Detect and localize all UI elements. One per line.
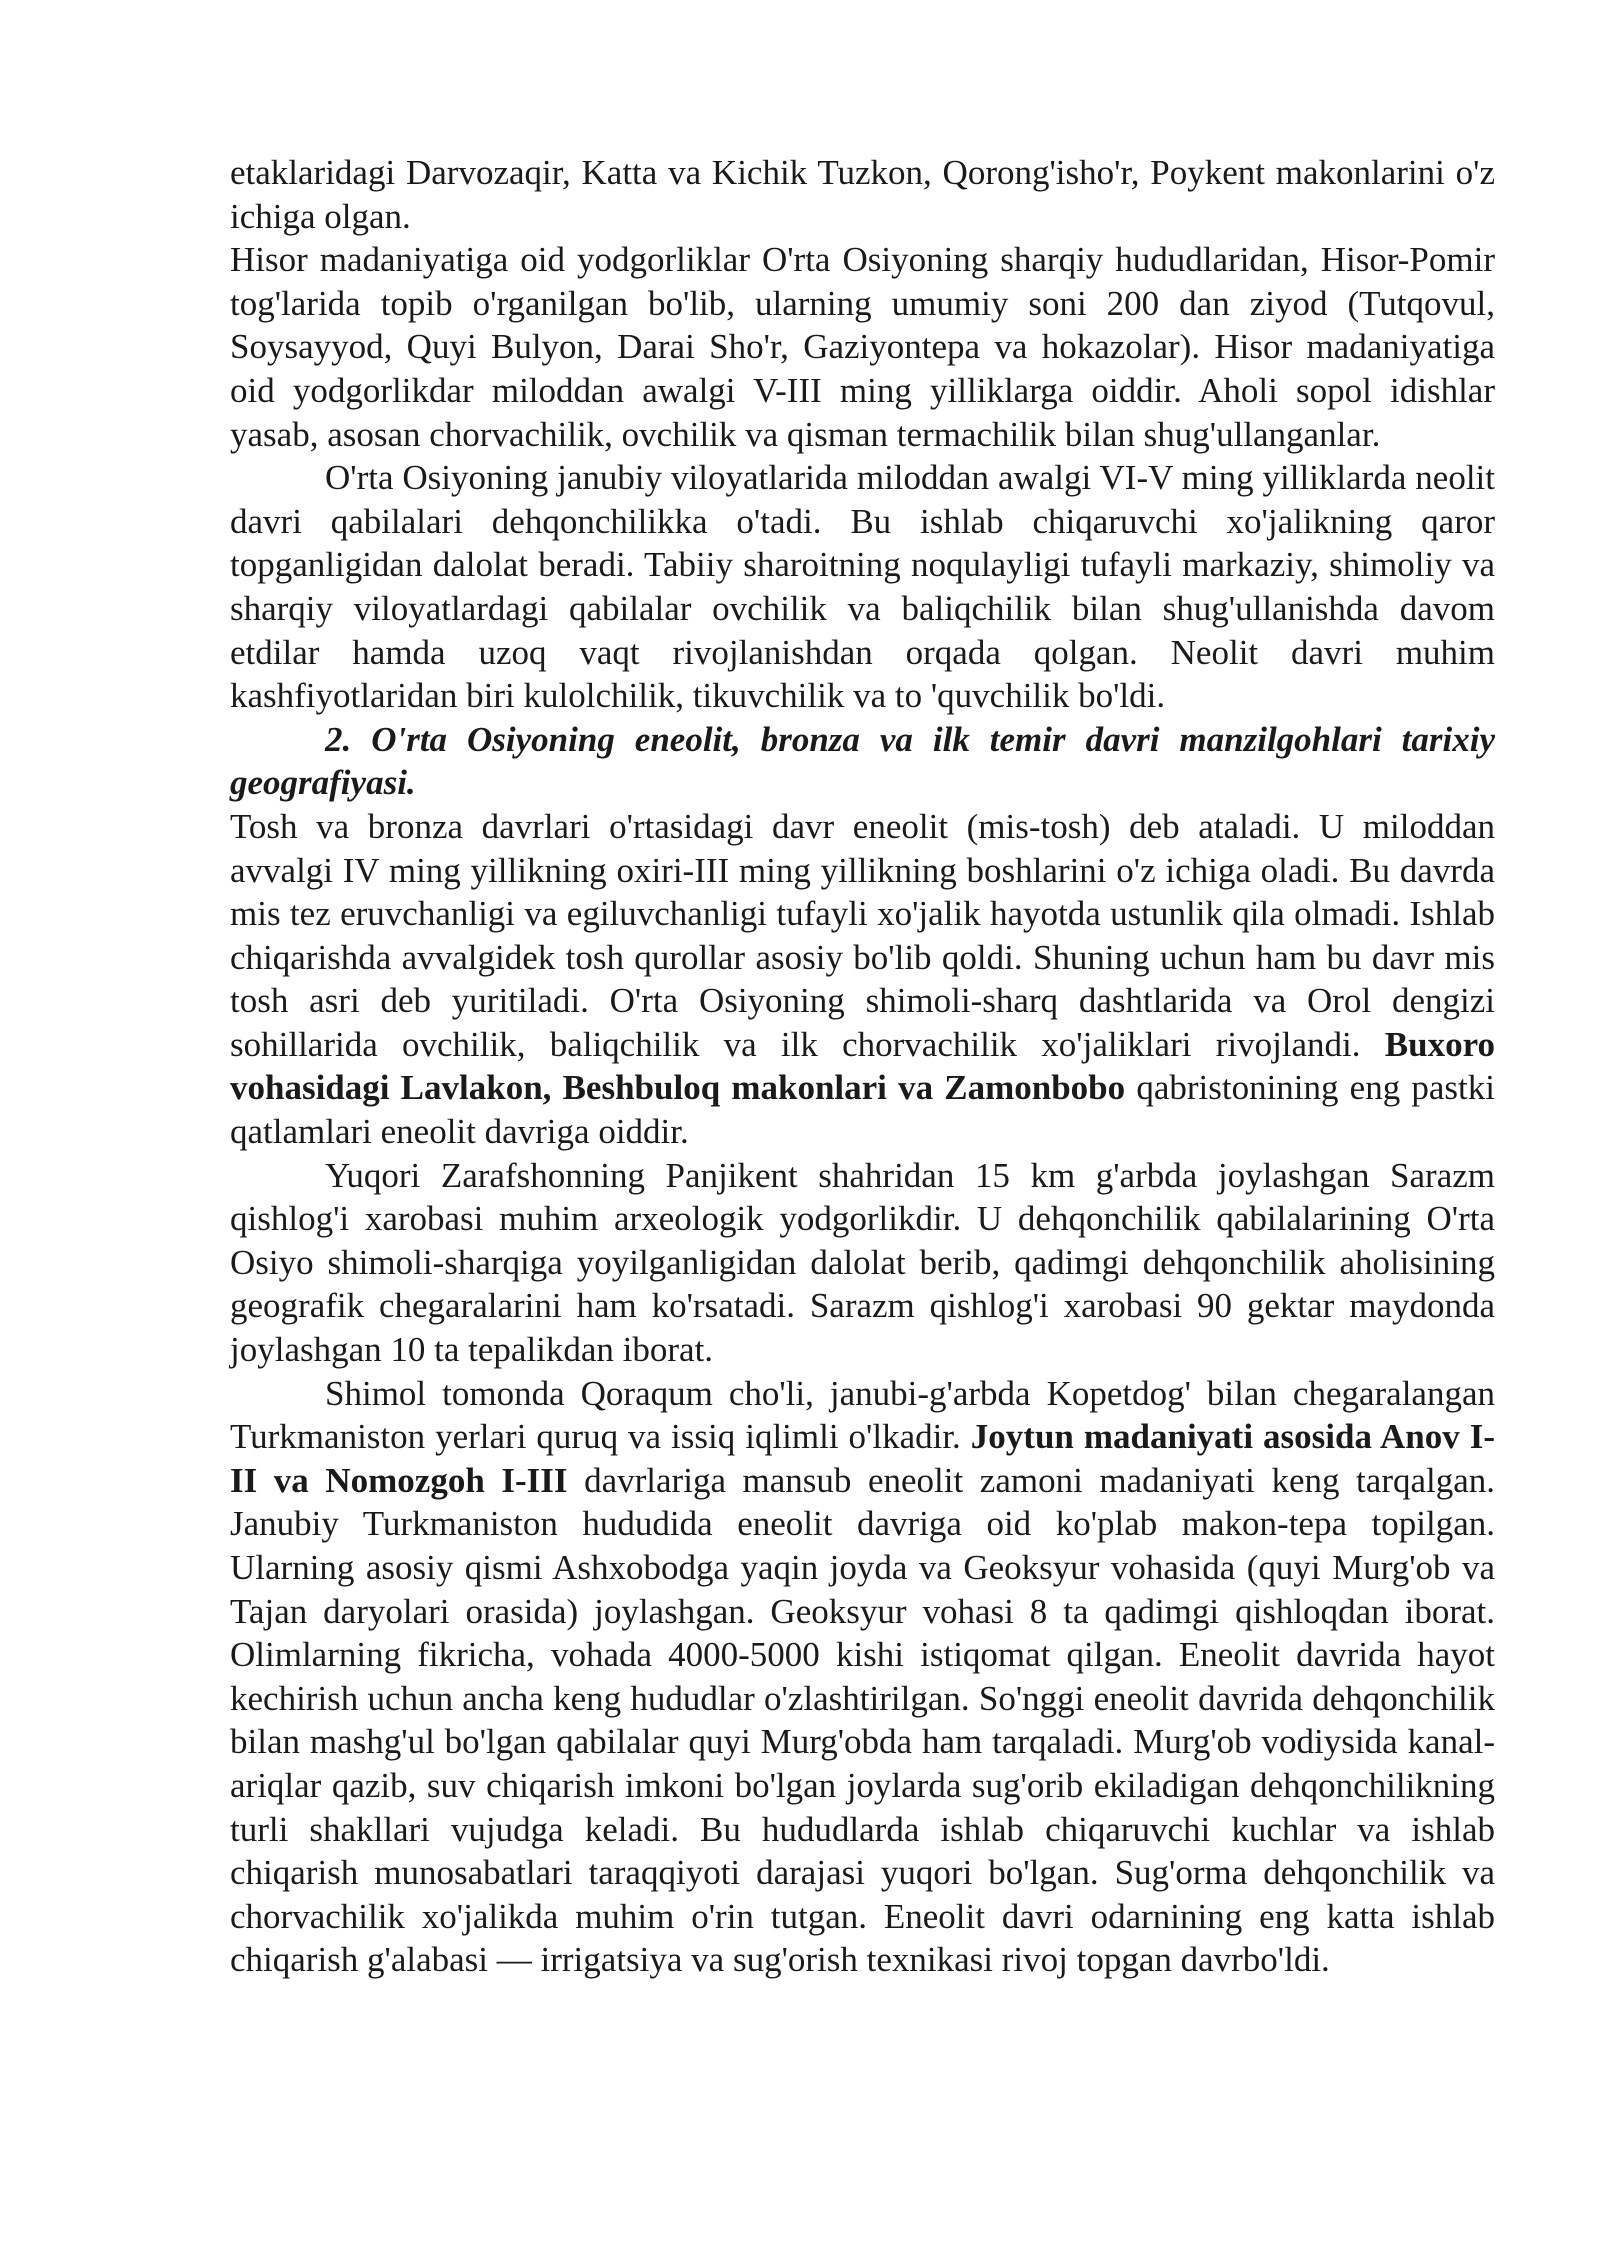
section-heading: 2. O'rta Osiyoning eneolit, bronza va ilk temir davri manzilgohlari tarixiy geografiyasi.: [230, 719, 1495, 803]
paragraph-5: Yuqori Zarafshonning Panjikent shahridan 15 km g'arbda joylashgan Sarazm qishlog'i xarobasi muhim arxeologik yodgorlikdir. U dehqonchilik qabilalarining O'rta Osiyo shimoli-sharqiga yoyilganligidan dalolat berib, qadimgi dehqonchilik aholisining geografik chegaralarini ham ko'rsatadi. Sarazm qishlog'i xarobasi 90 gektar maydonda joylashgan 10 ta tepalikdan iborat.: [230, 1155, 1495, 1370]
paragraph-6-text-end: davrlariga mansub eneolit zamoni madaniyati keng tarqalgan. Janubiy Turkmaniston hududida eneolit davriga oid ko'plab makon-tepa topilgan. Ularning asosiy qismi Ashxobodga yaqin joyda va Geoksyur vohasida (quyi Murg'ob va Tajan daryolari orasida) joylashgan. Geoksyur vohasi 8 ta qadimgi qishloqdan iborat. Olimlarning fikricha, vohada 4000-5000 kishi istiqomat qilgan. Eneolit davrida hayot kechirish uchun ancha keng hududlar o'zlashtirilgan. So'nggi eneolit davrida dehqonchilik bilan mashg'ul bo'lgan qabilalar quyi Murg'obda ham tarqaladi. Murg'ob vodiysida kanal-ariqlar qazib, suv chiqarish imkoni bo'lgan joylarda sug'orib ekiladigan dehqonchilikning turli shakllari vujudga keladi. Bu hududlarda ishlab chiqaruvchi kuchlar va ishlab chiqarish munosabatlari taraqqiyoti darajasi yuqori bo'lgan. Sug'orma dehqonchilik va chorvachilik xo'jalikda muhim o'rin tutgan. Eneolit davri odarnining eng katta ishlab chiqarish g'alabasi — irrigatsiya va sug'orish texnikasi rivoj topgan davrbo'ldi.: [230, 1460, 1496, 1980]
paragraph-4: [230, 805, 1495, 1154]
paragraph-6-bold-text: Joytun madaniyati asosida Anov I-II va Nomozgoh I-III: [230, 1417, 1495, 1500]
paragraph-1: etaklaridagi Darvozaqir, Katta va Kichik Tuzkon, Qorong'isho'r, Poykent makonlarini o'z ichiga olgan.: [230, 153, 1495, 236]
paragraph-4-text-start: Tosh va bronza davrlari o'rtasidagi davr eneolit (mis-tosh) deb ataladi. U miloddan avvalgi IV ming yillikning oxiri-III ming yillikning boshlarini o'z ichiga oladi. Bu davrda mis tez eruvchanligi va egiluvchanligi tufayli xo'jalik hayotda ustunlik qila olmadi. Ishlab chiqarishda avvalgidek tosh qurollar asosiy bo'lib qoldi. Shuning uchun ham bu davr mis tosh asri deb yuritiladi. O'rta Osiyoning shimoli-sharq dashtlarida va Orol dengizi sohillarida ovchilik, baliqchilik va ilk chorvachilik xo'jaliklari rivojlandi.: [230, 806, 1495, 1064]
paragraph-4-bold-text: Buxoro vohasidagi Lavlakon, Beshbuloq makonlari va Zamonbobo: [230, 1024, 1495, 1108]
paragraph-6: [230, 1372, 1495, 1982]
document-page: [230, 151, 1495, 1982]
paragraph-4-text-end: qabristonining eng pastki qatlamlari eneolit davriga oiddir.: [230, 1068, 1495, 1152]
paragraph-3: O'rta Osiyoning janubiy viloyatlarida miloddan awalgi VI-V ming yilliklarda neolit davri qabilalari dehqonchilikka o'tadi. Bu ishlab chiqaruvchi xo'jalikning qaror topganligidan dalolat beradi. Tabiiy sharoitning noqulayligi tufayli markaziy, shimoliy va sharqiy viloyatlardagi qabilalar ovchilik va baliqchilik bilan shug'ullanishda davom etdilar hamda uzoq vaqt rivojlanishdan orqada qolgan. Neolit davri muhim kashfiyotlaridan biri kulolchilik, tikuvchilik va to 'quvchilik bo'ldi.: [230, 458, 1495, 716]
paragraph-2: Hisor madaniyatiga oid yodgorliklar O'rta Osiyoning sharqiy hududlaridan, Hisor-Pomir tog'larida topib o'rganilgan bo'lib, ularning umumiy soni 200 dan ziyod (Tutqovul, Soysayyod, Quyi Bulyon, Darai Sho'r, Gaziyontepa va hokazolar). Hisor madaniyatiga oid yodgorlikdar miloddan awalgi V-III ming yilliklarga oiddir. Aholi sopol idishlar yasab, asosan chorvachilik, ovchilik va qisman termachilik bilan shug'ullanganlar.: [230, 240, 1495, 454]
paragraph-6-text-start: Shimol tomonda Qoraqum cho'li, janubi-g'arbda Kopetdog' bilan chegaralangan Turkmaniston yerlari quruq va issiq iqlimli o'lkadir.: [230, 1373, 1495, 1457]
